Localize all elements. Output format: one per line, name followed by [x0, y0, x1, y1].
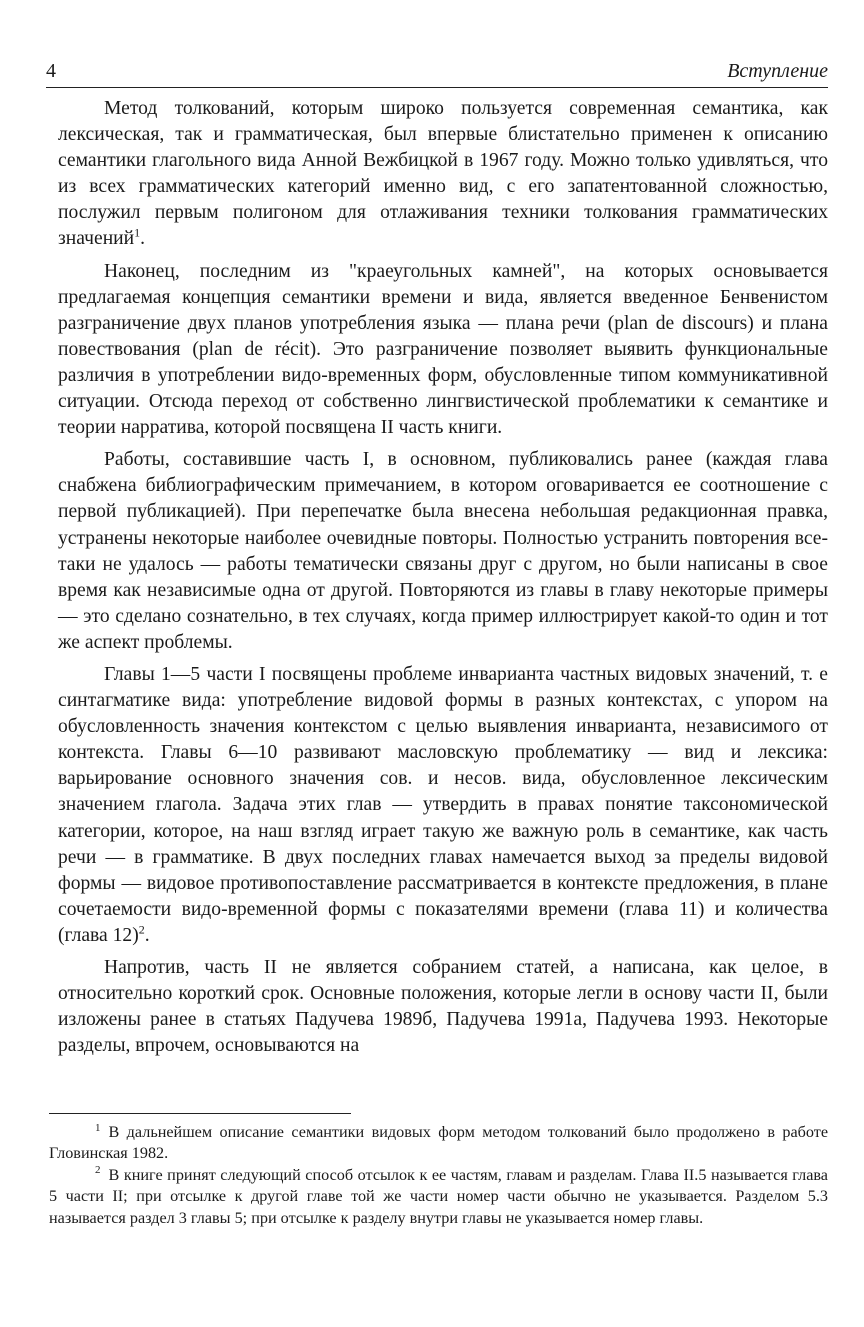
paragraph-5 — [58, 955, 828, 1059]
paragraph-text: Работы, составившие часть I, в основном, публиковались ранее (каждая глава снабжена библиографическим примечанием, в котором оговаривается ее соотношение с первой публикацией). При перепечатке была внесена небольшая редакционная правка, устранены некоторые наиболее очевидные повторы. Полностью устранить повторения все-таки не удалось — работы тематически связаны друг с другом, но были написаны в свое время как независимые одна от другой. Повторяются из главы в главу некоторые примеры — это сделано сознательно, в тех случаях, когда пример иллюстрирует какой-то один и тот же аспект проблемы. — [58, 449, 828, 653]
paragraph-text: Напротив, часть II не является собранием статей, а написана, как целое, в относительно короткий срок. Основные положения, которые легли в основу части II, были изложены ранее в статьях Падучева 1989б, Падучева 1991а, Падучева 1993. Некоторые разделы, впрочем, основываются на — [58, 957, 828, 1057]
footnote-number: 1 — [95, 1121, 101, 1134]
footnote-text: В дальнейшем описание семантики видовых форм методом толкований было продолжено в работе Гловинская 1982. — [49, 1123, 828, 1163]
header-rule — [46, 87, 828, 88]
paragraph-text: Главы 1—5 части I посвящены проблеме инварианта частных видовых значений, т. е синтагматике вида: употребление видовой формы в разных контекстах, с упором на обусловленность значения контекстом с целью выявления инварианта, независимого от контекста. Главы 6—10 развивают масловскую проблематику — вид и лексика: варьирование основного значения сов. и несов. вида, обусловленное лексическим значением глагола. Задача этих глав — утвердить в правах понятие таксономической категории, которое, на наш взгляд играет такую же важную роль в семантике, как часть речи — в грамматике. В двух последних главах намечается выход за пределы видовой формы — видовое противопоставление рассматривается в контексте предложения, в плане сочетаемости видо-временной формы с показателями времени (глава 11) и количества (глава 12) — [58, 663, 828, 946]
footnote-ref-2[interactable]: 2 — [138, 922, 145, 937]
footnote-separator — [49, 1113, 351, 1114]
running-header — [46, 58, 828, 84]
footnote-ref-1[interactable]: 1 — [134, 225, 141, 240]
paragraph-tail: . — [140, 228, 146, 250]
paragraph-text: Наконец, последним из "краеугольных камней", на которых основывается предлагаемая концепция семантики времени и вида, является введенное Бенвенистом разграничение двух планов употребления языка — плана речи (plan de discours) и плана повествования (plan de récit). Это разграничение позволяет выявить функциональные различия в употреблении видо-временных форм, обусловленные типом коммуникативной ситуации. Отсюда переход от собственно лингвистической проблематики к семантике и теории нарратива, которой посвящена II часть книги. — [58, 260, 828, 439]
paragraph-text: Метод толкований, которым широко пользуется современная семантика, как лексическая, так и грамматическая, был впервые блистательно применен к описанию семантики глагольного вида Анной Вежбицкой в 1967 году. Можно только удивляться, что из всех грамматических категорий именно вид, с его запатентованной сложностью, послужил первым полигоном для отлаживания техники толкования грамматических значений — [58, 98, 828, 250]
footnote-1 — [49, 1122, 828, 1165]
paragraph-4 — [58, 662, 828, 949]
main-text — [58, 96, 828, 1065]
paragraph-1 — [58, 96, 828, 253]
running-title: Вступление — [727, 60, 828, 82]
paragraph-tail: . — [144, 924, 150, 946]
footnote-text: В книге принят следующий способ отсылок к ее частям, главам и разделам. Глава II.5 называется глава 5 части II; при отсылке к другой главе той же части номер части обычно не указывается. Разделом 5.3 называется раздел 3 главы 5; при отсылке к разделу внутри главы не указывается номер главы. — [49, 1165, 828, 1227]
paragraph-3 — [58, 447, 828, 656]
footnote-number: 2 — [95, 1164, 101, 1177]
footnotes — [49, 1122, 828, 1229]
paragraph-2 — [58, 259, 828, 442]
page-number: 4 — [46, 60, 56, 82]
footnote-2 — [49, 1165, 828, 1229]
